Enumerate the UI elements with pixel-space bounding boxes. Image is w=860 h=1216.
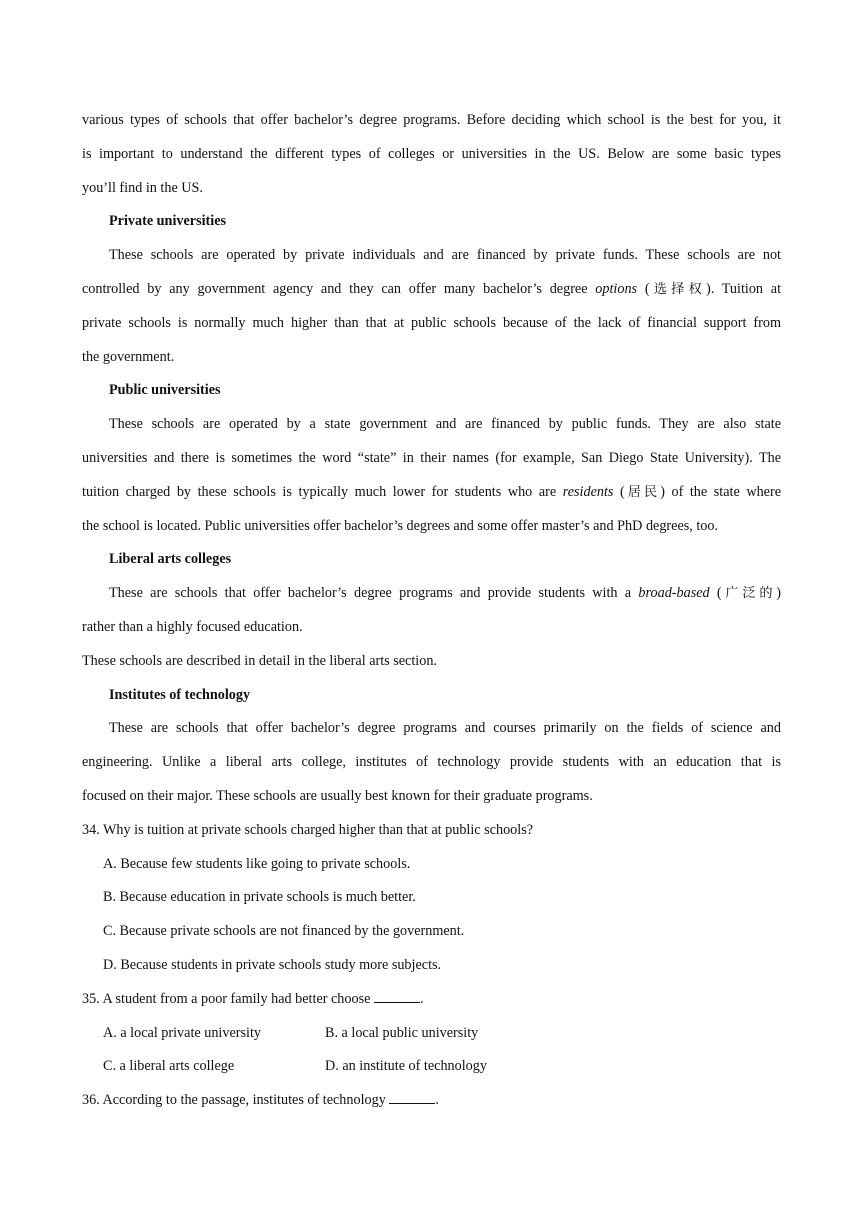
question-35-text: 35. A student from a poor family had better choose [82,990,374,1007]
answer-blank[interactable] [389,1103,435,1104]
liberal-line-2: rather than a highly focused education. [82,618,303,635]
tech-line-2: engineering. Unlike a liberal arts college, institutes of technology provide students with an education that is [82,754,781,771]
question-36-text: 36. According to the passage, institutes of technology [82,1092,390,1109]
public-line-1: These schools are operated by a state government and are financed by public funds. They are also state [109,416,781,433]
glossed-term: broad-based [638,585,710,602]
section-heading-private: Private universities [109,213,227,230]
tech-line-3: focused on their major. These schools are usually best known for their graduate programs. [82,787,593,804]
intro-line-3: you’ll find in the US. [82,179,203,196]
question-36-stem [82,1084,781,1118]
text-fragment: ). Tuition at [705,280,782,297]
text-fragment: These are schools that offer bachelor’s degree programs and provide students with a [109,585,632,602]
public-line-3 [82,476,781,510]
chinese-gloss: 广泛的 [721,586,777,602]
section-heading-liberal-arts: Liberal arts colleges [109,551,232,568]
glossed-term: residents [562,483,614,500]
private-line-2 [82,273,781,307]
question-35-options-row-1 [82,1017,781,1051]
question-34-option-a[interactable]: A. Because few students like going to private schools. [103,855,411,872]
question-35-end: . [419,990,424,1007]
section-heading-public: Public universities [109,382,221,399]
question-34-option-c[interactable]: C. Because private schools are not financed by the government. [103,923,465,940]
question-35-options-row-2 [82,1050,781,1084]
chinese-gloss: 居民 [624,484,661,500]
question-35-option-b[interactable]: B. a local public university [325,1024,479,1041]
liberal-line-3: These schools are described in detail in the liberal arts section. [82,652,437,669]
private-line-1: These schools are operated by private individuals and are financed by private funds. These schools are not [109,247,781,264]
liberal-line-1 [82,577,781,611]
private-line-3: private schools is normally much higher than that at public schools because of the lack of financial support from [82,314,781,331]
private-line-4: the government. [82,348,175,365]
question-35-stem [82,983,781,1017]
text-fragment: ( [637,280,650,297]
text-fragment: ( [613,483,625,500]
question-35-option-d[interactable]: D. an institute of technology [325,1058,487,1075]
question-35-option-a[interactable]: A. a local private university [103,1024,261,1041]
answer-blank[interactable] [374,1002,420,1003]
reading-passage [82,104,781,1118]
text-fragment: tuition charged by these schools is typically much lower for students who are [82,483,557,500]
chinese-gloss: 选择权 [649,281,706,297]
text-fragment: controlled by any government agency and they can offer many bachelor’s degree [82,280,588,297]
tech-line-1: These are schools that offer bachelor’s degree programs and courses primarily on the fields of science and [109,720,781,737]
public-line-2: universities and there is sometimes the word “state” in their names (for example, San Diego State University). The [82,449,781,466]
text-fragment: ( [709,585,722,602]
text-fragment: ) [776,585,782,602]
question-35-option-c[interactable]: C. a liberal arts college [103,1058,235,1075]
section-heading-technology: Institutes of technology [109,686,251,703]
intro-line-1: various types of schools that offer bachelor’s degree programs. Before deciding which school is the best for you, it [82,112,781,128]
question-34-option-d[interactable]: D. Because students in private schools study more subjects. [103,956,442,973]
glossed-term: options [595,280,638,297]
public-line-4: the school is located. Public universities offer bachelor’s degrees and some offer master’s and PhD degrees, too. [82,517,719,534]
question-34-option-b[interactable]: B. Because education in private schools is much better. [103,889,416,906]
text-fragment: ) of the state where [660,483,781,500]
question-36-end: . [435,1092,439,1109]
intro-line-2: is important to understand the different types of colleges or universities in the US. Below are some basic types [82,145,781,162]
question-34-stem: 34. Why is tuition at private schools charged higher than that at public schools? [82,821,534,838]
